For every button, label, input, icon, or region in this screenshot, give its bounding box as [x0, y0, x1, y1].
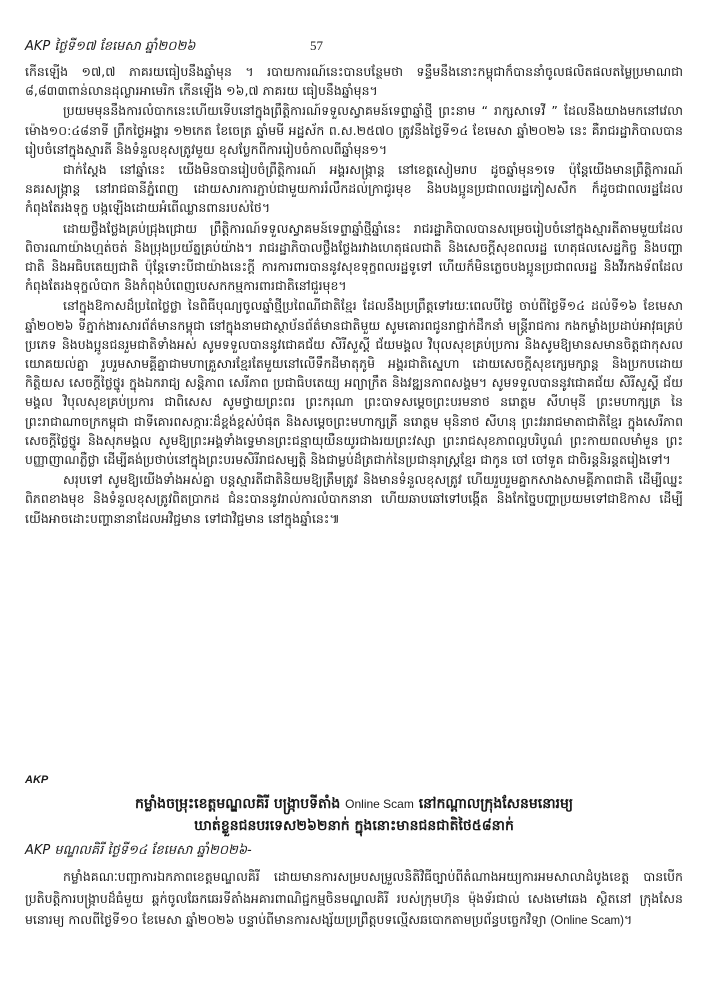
page-number: 57 [310, 38, 323, 53]
headline-line-2: ឃាត់ខ្លួនជនបរទេស២៦២នាក់ ក្នុងនោះមានជនជាតិថៃ៥៨នាក់ [194, 818, 514, 834]
paragraph-end: ។ [623, 912, 633, 927]
headline-line-1 [25, 793, 683, 815]
headline-english: Online Scam [345, 797, 414, 811]
article-dateline: AKP មណ្ឌលគិរី ថ្ងៃទី១៤ ខែមេសា ឆ្នាំ២០២៦- [25, 843, 252, 858]
article-headline [25, 793, 683, 837]
headline-part: នៅកណ្តាលក្រុងសែនមនោរម្យ [418, 796, 574, 812]
source-tag: AKP [25, 774, 49, 786]
article-body [25, 62, 683, 529]
paragraph-english: (Online Scam) [550, 915, 624, 927]
paragraph: ប្រយមមុននឹងការលំបាកនេះហើយទើបនៅក្នុងព្រឹត្តិការណ៍ទទួលស្វាគមន៍ទេព្ទាឆ្នាំថ្មី ព្រះនាម “ រាក្សសាទេវី ” ដែលនឹងយាងមកនៅវេលាម៉ោង១០:៤៨នាទី ព្រឹកថ្ងៃអង្គារ ១២កេត ខែចេត្រ ឆ្នាំមមី អដ្ឋស័ក ព.ស.២៥៧០ ត្រូវនឹងថ្ងៃទី១៤ ខែមេសា ឆ្នាំ២០២៦ នេះ គឺរាជរដ្ឋាភិបាលបានរៀបចំនៅក្នុងស្មារតី និងទំនួលខុសត្រូវមួយ ខុសប្លែកពីការរៀបចំកាលពីឆ្នាំមុន១។ [25, 103, 683, 157]
headline-part: កម្លាំងចម្រុះខេត្តមណ្ឌលគិរី បង្ក្រាបទីតាំង [134, 796, 341, 812]
paragraph: សរុបទៅ សូមឱ្យយើងទាំងអស់គ្នា បន្តស្មារតីជាតិនិយមឱ្យត្រឹមត្រូវ និងមានទំនួលខុសត្រូវ ហើយរួបរួមគ្នាកសាងសាមគ្គីភាពជាតិ ដើម្បីឈ្នះពិភពខាងមុខ និងទំនួលខុសត្រូវពិតប្រាកដ ជំនះបាននូវរាល់ការលំបាកនានា ហើយឆាបឆៅទៅបង្កើត និងកែច្នៃបញ្ហាប្រយមទៅជាឱកាស ដើម្បីយើងអាចដោះបញ្ហានានាដែលអវិជ្ជមាន ទៅជាវិជ្ជមាន នៅក្នុងឆ្នាំនេះ៕ [25, 472, 683, 526]
source-date-header: AKP ថ្ងៃទី១៧ ខែមេសា ឆ្នាំ២០២៦ [25, 39, 196, 54]
paragraph: ដោយថ្លឹងថ្លែងគ្រប់ជ្រុងជ្រោយ ព្រឹត្តិការណ៍ទទួលស្វាគមន៍ទេព្ទាឆ្នាំថ្មីឆ្នាំនេះ រាជរដ្ឋាភិបាលបានសម្រេចរៀបចំនៅក្នុងស្មារតីតាមមួយដែលពិចារណាយ៉ាងហ្មត់ចត់ និងប្រុងប្រយ័ត្នគ្រប់យ៉ាង។ រាជរដ្ឋាភិបាលថ្លឹងថ្លែងរវាងហេតុផលជាតិ និងសេចក្តីសុខពលរដ្ឋ ហេតុផលសេដ្ឋកិច្ច និងបញ្ហាជាតិ និងអធិបតេយ្យជាតិ ប៉ុន្តែទោះបីជាយ៉ាងនេះក្តី ការការពារបាននូវសុខទុក្ខពលរដ្ឋទូទៅ ហើយក៏មិនភ្លេចបងប្អូនប្រជាពលរដ្ឋ និងវីរកងទ័ពដែលកំពុងតែរងទុក្ខលំបាក និងកំពុងបំពេញបេសកកម្មការពារជាតិនៅជួរមុខ។ [25, 220, 683, 294]
paragraph-text: កម្លាំងគណៈបញ្ជាការឯកភាពខេត្តមណ្ឌលគិរី ដោយមានការសម្របសម្រួលនិតិវិធីច្បាប់ពីតំណាងអយ្យការអមសាលាដំបូងខេត្ត បានបើកប្រតិបត្តិការបង្ក្រាបដ៏ធំមួយ ឆ្ពក់ចូលឆែកឆេរទីតាំងអគារពាណិជ្ជកម្មចិនមណ្ឌលគិរី របស់ក្រុមហ៊ុន ម៉ុងទ័រជាល់ សេងមៅឆេង ស្ថិតនៅ ក្រុងសែនមនោរម្យ កាលពីថ្ងៃទី១០ ខែមេសា ឆ្នាំ២០២៦ បន្ទាប់ពីមានការសង្ស័យប្រព្រឹត្តបទល្មើសឆបោកតាមប្រព័ន្ធបច្ចេកវិទ្យា [25, 869, 683, 927]
article-body-2 [25, 866, 683, 933]
paragraph [25, 866, 683, 933]
paragraph: កើនឡើង ១៧,៧ ភាគរយធៀបនឹងឆ្នាំមុន ។ របាយការណ៍នេះបានបន្ថែមថា ទន្ទឹមនឹងនោះកម្ពុជាក៏បាននាំចូលផលិតផលតម្លៃប្រមាណជា ៨,៨៣៣ពាន់លានដុល្លារអាមេរិក កើនឡើង ១៦,៧ ភាគរយ ធៀបនឹងឆ្នាំមុន។ [25, 64, 683, 99]
paragraph: ជាក់ស្តែង នៅឆ្នាំនេះ យើងមិនបានរៀបចំព្រឹត្តិការណ៍ អង្គរសង្ក្រាន្ត នៅខេត្តសៀមរាប ដូចឆ្នាំមុន១ទេ ប៉ុន្តែយើងមានព្រឹត្តិការណ៍ នគរសង្ក្រាន្ត នៅរាជធានីភ្នំពេញ ដោយសារការភ្ជាប់ជាមួយការរំលឹកដល់ក្រាជូរមុខ និងបងប្អូនប្រជាពលរដ្ឋភៀសសឹក ក៏ដូចជាពលរដ្ឋដែលកំពុងតែរងទុក្ខ បង្កឡើងដោយអំពើឈ្លានពានរបស់ថៃ។ [25, 162, 683, 216]
paragraph: នៅក្នុងឱកាសដ៏ប្រពៃថ្លៃថ្លា នៃពិធីបុណ្យចូលឆ្នាំថ្មីប្រពៃណីជាតិខ្មែរ ដែលនឹងប្រព្រឹត្តទៅរយៈពេលបីថ្ងៃ ចាប់ពីថ្ងៃទី១៤ ដល់ទី១៦ ខែមេសា ឆ្នាំ២០២៦ ទីភ្នាក់ងារសារព័ត៌មានកម្ពុជា នៅក្នុងនាមជាស្ថាប័នព័ត៌មានជាតិមួយ សូមគោរពជូនរាជ្ជាក់ដឹកនាំ មន្ត្រីរាជការ កងកម្លាំងប្រដាប់អាវុធគ្រប់ប្រភេទ និងបងប្អូនជនរួមជាតិទាំងអស់ សូមទទួលបាននូវជោគជ័យ សិរីសួស្តី ជ័យមង្គល វិបុលសុខគ្រប់ប្រការ និងសូមឱ្យមានសមានចិត្តជាកុសល យោគយល់គ្នា រួបរួមសាមគ្គីគ្នាជាមហាគ្រួសារខ្មែរតែមួយនៅលើទឹកដីមាតុភូមិ អង្គរជាតិស្នេហា ដោយសេចក្តីសុខក្សេមក្សាន្ត និងប្រកបដោយកិត្តិយស សេចក្តីថ្លៃថ្នូរ ក្នុងឯករាជ្យ សន្តិភាព សេរីភាព ប្រជាធិបតេយ្យ អព្យាក្រឹត និងវឌ្ឍនភាពសង្គម។ សូមទទួលបាននូវជោគជ័យ សិរីសួស្តី ជ័យមង្គល វិបុលសុខគ្រប់ប្រការ ជាពិសេស សូមថ្វាយព្រះពរ ព្រះករុណា ព្រះបាទសម្តេចព្រះបរមនាថ នរោត្តម សីហមុនី ព្រះមហាក្សត្រ នៃព្រះរាជាណាចក្រកម្ពុជា ជាទីគោរពសក្ការៈដ៏ខ្ពង់ខ្ពស់បំផុត និងសម្តេចព្រះមហាក្សត្រី នរោត្តម មុនិនាថ សីហនុ ព្រះវររាជមាតាជាតិខ្មែរ ក្នុងសេរីភាព សេចក្តីថ្លៃថ្នូរ និងសុភមង្គល សូមឱ្យព្រះអង្គទាំងទ្វេមានព្រះជន្មាយុយឺនយូរជាងរយព្រះវស្សា ព្រះរាជសុខភាពល្អបរិបូណ៌ ព្រះកាយពលមាំមួន ព្រះបញ្ញាញាណភ្លឺថ្លា ដើម្បីគង់ប្រថាប់នៅក្នុងព្រះបរមសិរីរាជសម្បត្តិ និងជាម្លប់ដ៏ត្រជាក់នៃប្រជានុរាស្ត្រខ្មែរ ជាកូន ចៅ ចៅទួត ជាចិរន្តនិរន្តតរៀងទៅ។ [25, 298, 683, 468]
